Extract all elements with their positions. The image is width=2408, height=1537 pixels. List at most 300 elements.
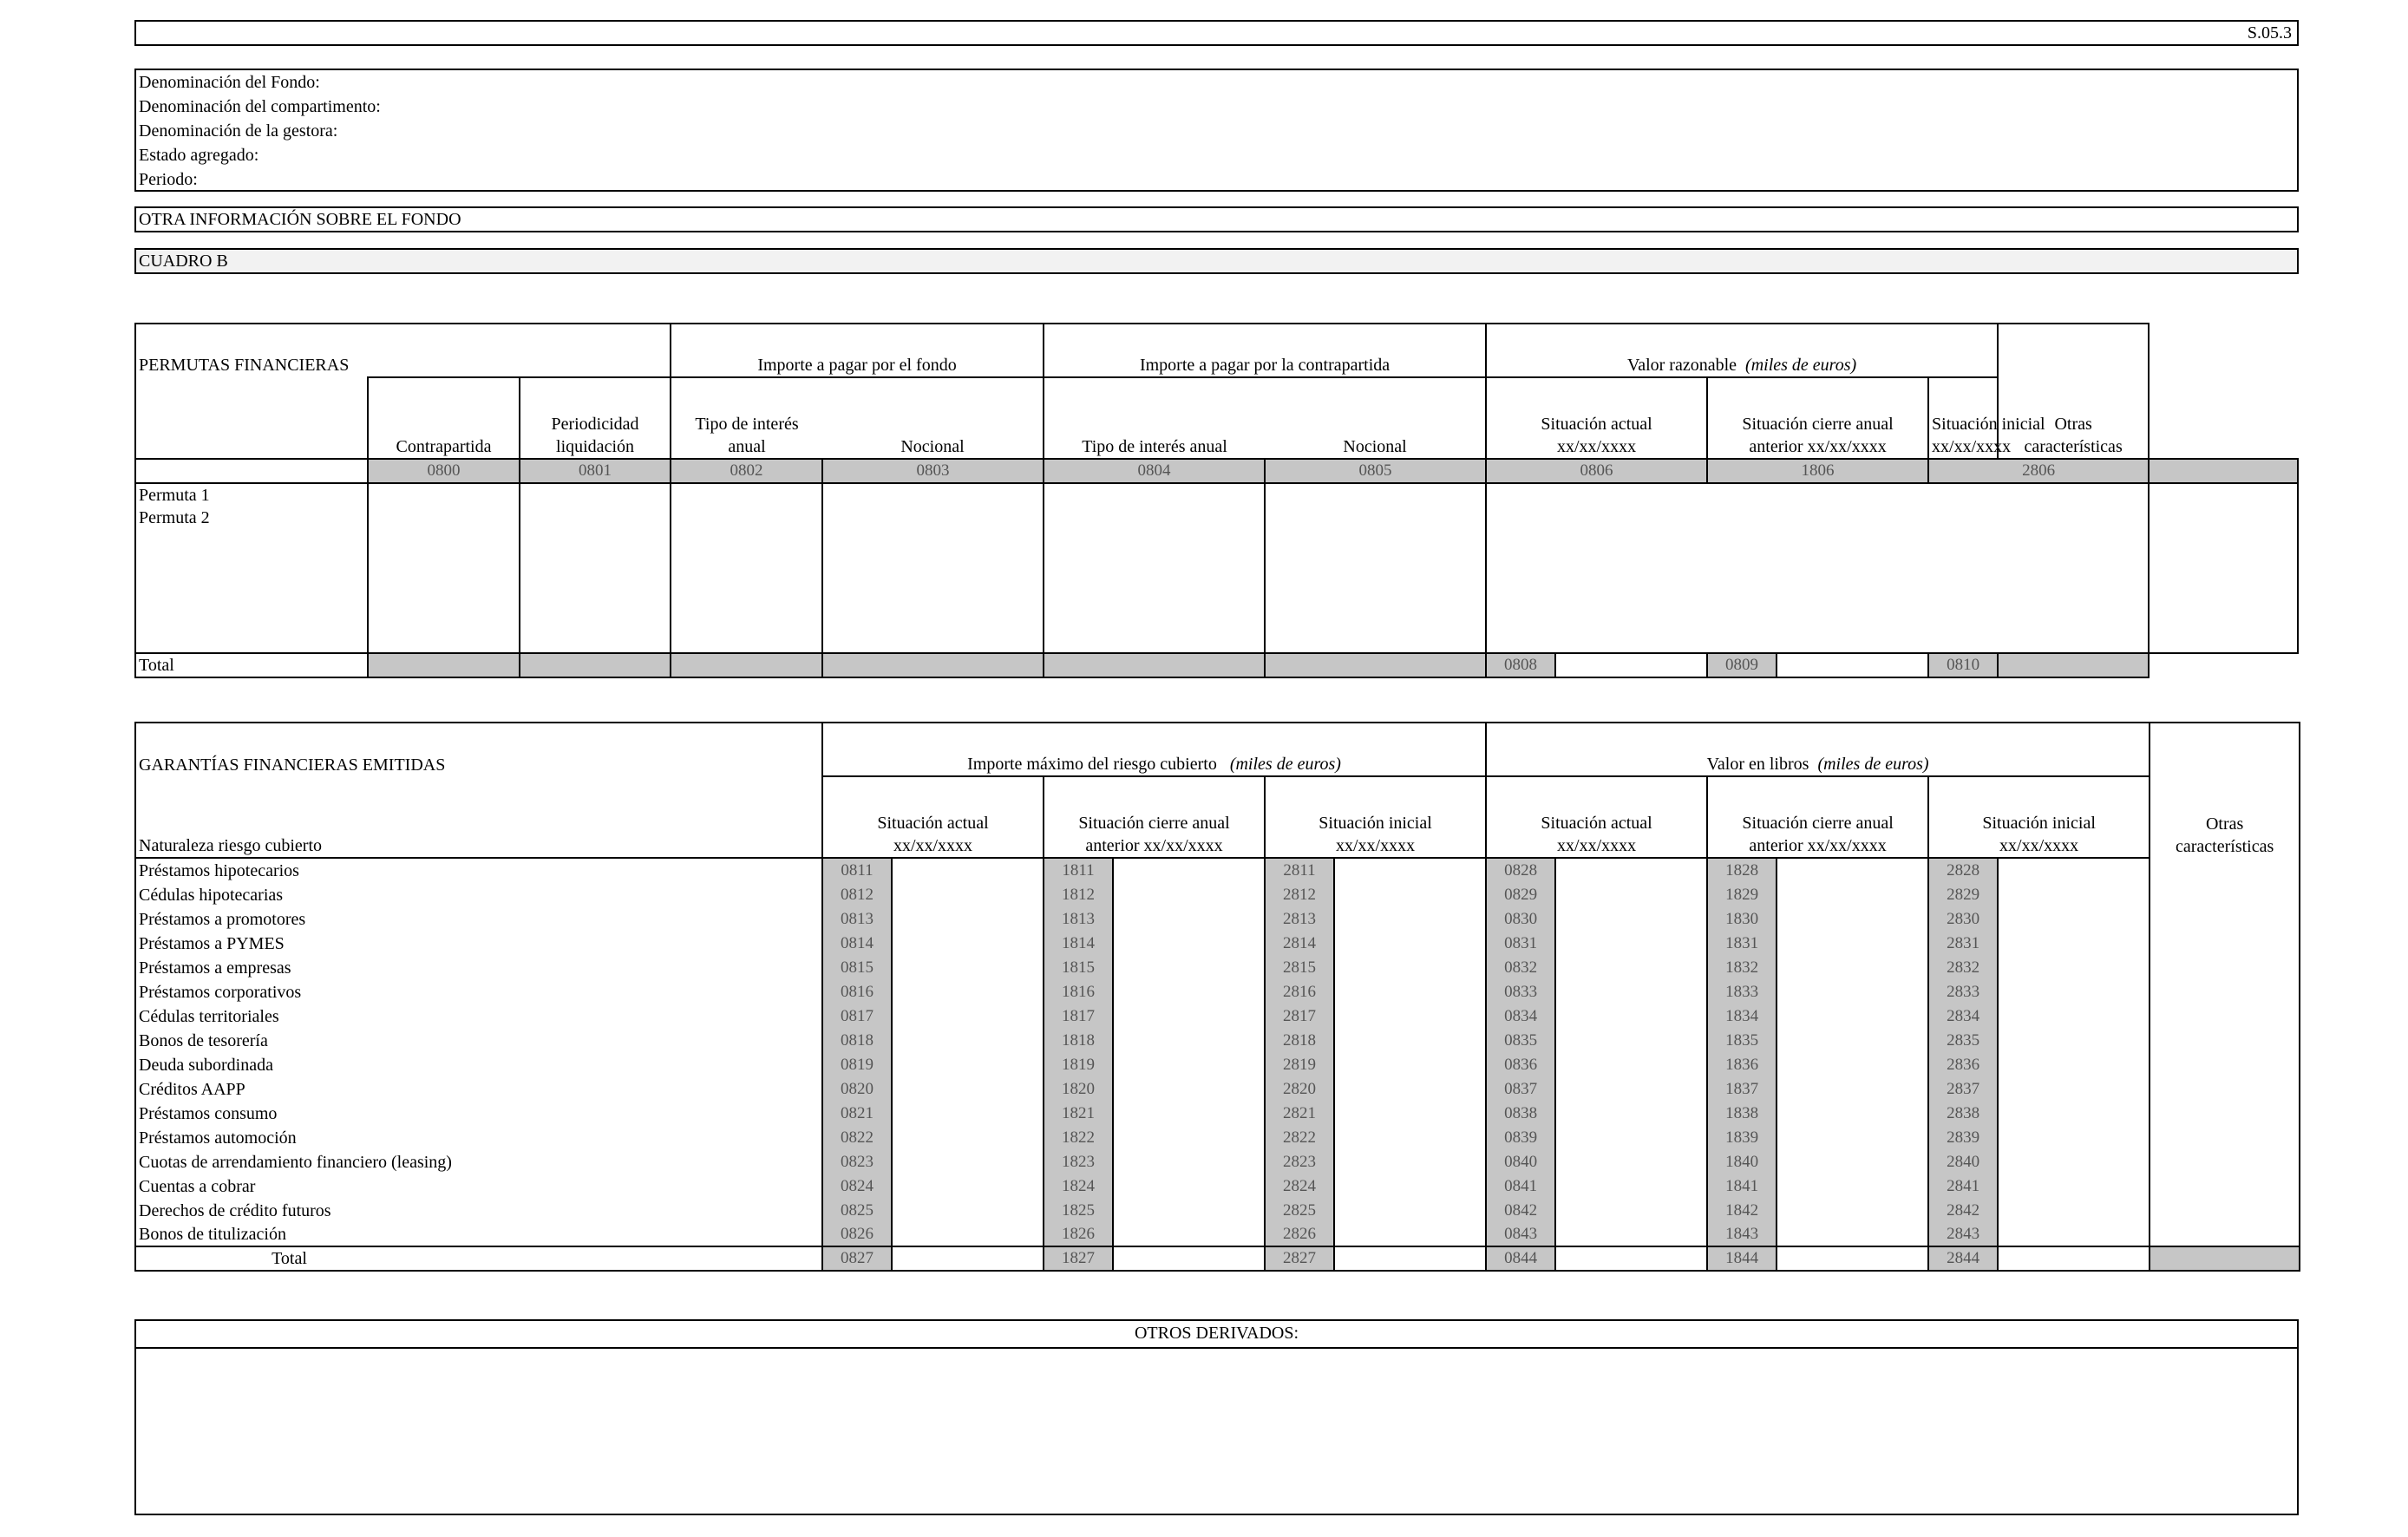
code-cell: 2815 bbox=[1265, 955, 1334, 979]
code-cell: 0829 bbox=[1486, 882, 1555, 906]
code-cell: 2844 bbox=[1928, 1246, 1998, 1271]
otras-cell[interactable] bbox=[2150, 1174, 2300, 1198]
input-cell[interactable] bbox=[1334, 1198, 1486, 1222]
input-cell[interactable] bbox=[1334, 906, 1486, 931]
input-cell[interactable] bbox=[1998, 1052, 2150, 1076]
table-row bbox=[135, 955, 2300, 979]
col-sit-actual: Situación actual xx/xx/xxxx bbox=[1486, 776, 1707, 858]
code-cell: 2817 bbox=[1265, 1004, 1334, 1028]
input-cell[interactable] bbox=[892, 1052, 1044, 1076]
code-cell: 0809 bbox=[1707, 653, 1777, 677]
input-cell[interactable] bbox=[892, 858, 1044, 882]
input-cell[interactable] bbox=[1113, 906, 1265, 931]
input-cell[interactable] bbox=[892, 1125, 1044, 1149]
otras-cell[interactable] bbox=[2150, 1149, 2300, 1174]
code-cell: 1821 bbox=[1044, 1101, 1113, 1125]
code-cell: 1835 bbox=[1707, 1028, 1777, 1052]
code-cell: 1823 bbox=[1044, 1149, 1113, 1174]
otras-cell[interactable] bbox=[2150, 1125, 2300, 1149]
row-label: Bonos de tesorería bbox=[135, 1028, 822, 1052]
code-cell: 0811 bbox=[822, 858, 892, 882]
row-label: Préstamos a PYMES bbox=[135, 931, 822, 955]
code-cell: 0831 bbox=[1486, 931, 1555, 955]
total-input-cell[interactable] bbox=[1777, 1246, 1928, 1271]
code-cell: 0818 bbox=[822, 1028, 892, 1052]
input-cell[interactable] bbox=[1113, 882, 1265, 906]
row-label: Préstamos corporativos bbox=[135, 979, 822, 1004]
code-cell: 2806 bbox=[1928, 459, 2149, 483]
row-label: Derechos de crédito futuros bbox=[135, 1198, 822, 1222]
row-label: Bonos de titulización bbox=[135, 1222, 822, 1246]
input-cell[interactable] bbox=[1998, 1028, 2150, 1052]
code-cell: 1806 bbox=[1707, 459, 1928, 483]
col-sit-actual: Situación actual xx/xx/xxxx bbox=[822, 776, 1044, 858]
table-row bbox=[135, 1125, 2300, 1149]
code-cell: 1820 bbox=[1044, 1076, 1113, 1101]
col-tipo-interes-contra: Tipo de interés anual bbox=[1044, 377, 1265, 459]
code-cell: 0838 bbox=[1486, 1101, 1555, 1125]
input-cell[interactable] bbox=[1777, 882, 1928, 906]
input-cell[interactable] bbox=[1113, 931, 1265, 955]
code-cell: 1832 bbox=[1707, 955, 1777, 979]
importe-maximo-header: Importe máximo del riesgo cubierto (miles de euros) bbox=[822, 723, 1486, 776]
code-cell: 0805 bbox=[1265, 459, 1486, 483]
code-cell: 1815 bbox=[1044, 955, 1113, 979]
col-sit-cierre: Situación cierre anual anterior xx/xx/xxxx bbox=[1044, 776, 1265, 858]
code-cell: 2818 bbox=[1265, 1028, 1334, 1052]
code-cell: 0824 bbox=[822, 1174, 892, 1198]
valor-razonable-header: Valor razonable (miles de euros) bbox=[1486, 324, 1998, 377]
input-cell[interactable] bbox=[1555, 1004, 1707, 1028]
fund-name-label: Denominación del Fondo: bbox=[139, 73, 320, 92]
code-cell: 0822 bbox=[822, 1125, 892, 1149]
table-row bbox=[135, 1028, 2300, 1052]
total-input-cell[interactable] bbox=[1113, 1246, 1265, 1271]
code-cell: 2834 bbox=[1928, 1004, 1998, 1028]
row-label: Cuentas a cobrar bbox=[135, 1174, 822, 1198]
code-cell: 2827 bbox=[1265, 1246, 1334, 1271]
code-cell: 0800 bbox=[368, 459, 520, 483]
input-cell[interactable] bbox=[1555, 931, 1707, 955]
input-cell[interactable] bbox=[1334, 1149, 1486, 1174]
code-cell: 1841 bbox=[1707, 1174, 1777, 1198]
code-cell: 2820 bbox=[1265, 1076, 1334, 1101]
input-cell[interactable] bbox=[520, 483, 671, 653]
input-cell[interactable] bbox=[1113, 1052, 1265, 1076]
table-row bbox=[135, 882, 2300, 906]
code-cell: 2828 bbox=[1928, 858, 1998, 882]
garantias-title: GARANTÍAS FINANCIERAS EMITIDAS bbox=[135, 723, 822, 776]
input-cell[interactable] bbox=[892, 1076, 1044, 1101]
input-cell[interactable] bbox=[892, 1198, 1044, 1222]
input-cell[interactable] bbox=[1334, 1222, 1486, 1246]
code-cell: 1830 bbox=[1707, 906, 1777, 931]
permuta-row-label: Permuta 1 bbox=[139, 486, 210, 505]
garantias-total-row bbox=[135, 1246, 2300, 1271]
input-cell[interactable] bbox=[1998, 1149, 2150, 1174]
code-cell: 1816 bbox=[1044, 979, 1113, 1004]
code-cell: 2811 bbox=[1265, 858, 1334, 882]
input-cell[interactable] bbox=[892, 955, 1044, 979]
pagar-fondo-header: Importe a pagar por el fondo bbox=[671, 324, 1044, 377]
col-sit-inicial: Situación inicial xx/xx/xxxx bbox=[1928, 377, 1998, 459]
code-cell: 0812 bbox=[822, 882, 892, 906]
input-cell[interactable] bbox=[1113, 955, 1265, 979]
input-cell[interactable] bbox=[1998, 1222, 2150, 1246]
input-cell[interactable] bbox=[1777, 1222, 1928, 1246]
input-cell[interactable] bbox=[1334, 1125, 1486, 1149]
input-cell[interactable] bbox=[1113, 1004, 1265, 1028]
code-cell: 0817 bbox=[822, 1004, 892, 1028]
code-cell: 0803 bbox=[822, 459, 1044, 483]
input-cell[interactable] bbox=[1113, 1125, 1265, 1149]
code-cell: 0802 bbox=[671, 459, 822, 483]
input-cell[interactable] bbox=[1486, 483, 2149, 653]
section-title: OTRA INFORMACIÓN SOBRE EL FONDO bbox=[134, 206, 2299, 232]
input-cell[interactable] bbox=[892, 1028, 1044, 1052]
input-cell[interactable] bbox=[1777, 1052, 1928, 1076]
input-cell[interactable] bbox=[1334, 931, 1486, 955]
code-cell: 0804 bbox=[1044, 459, 1265, 483]
code-cell: 2830 bbox=[1928, 906, 1998, 931]
otras-cell[interactable] bbox=[2150, 1076, 2300, 1101]
permutas-rows bbox=[135, 483, 368, 653]
input-cell[interactable] bbox=[1334, 1076, 1486, 1101]
code-cell: 2837 bbox=[1928, 1076, 1998, 1101]
total-input-cell[interactable] bbox=[1555, 653, 1707, 677]
input-cell[interactable] bbox=[1777, 858, 1928, 882]
input-cell[interactable] bbox=[1334, 1174, 1486, 1198]
code-cell: 2839 bbox=[1928, 1125, 1998, 1149]
input-cell[interactable] bbox=[1113, 1222, 1265, 1246]
input-cell[interactable] bbox=[1555, 1222, 1707, 1246]
row-label: Préstamos a promotores bbox=[135, 906, 822, 931]
input-cell[interactable] bbox=[1777, 1004, 1928, 1028]
code-cell: 0814 bbox=[822, 931, 892, 955]
input-cell[interactable] bbox=[1113, 979, 1265, 1004]
code-cell: 1827 bbox=[1044, 1246, 1113, 1271]
code-cell: 0815 bbox=[822, 955, 892, 979]
table-row bbox=[135, 1052, 2300, 1076]
input-cell[interactable] bbox=[892, 1222, 1044, 1246]
table-row bbox=[135, 1198, 2300, 1222]
code-cell: 2841 bbox=[1928, 1174, 1998, 1198]
input-cell[interactable] bbox=[1998, 906, 2150, 931]
input-cell[interactable] bbox=[1334, 1028, 1486, 1052]
code-cell: 2843 bbox=[1928, 1222, 1998, 1246]
input-cell[interactable] bbox=[1113, 1101, 1265, 1125]
input-cell[interactable] bbox=[1998, 1198, 2150, 1222]
input-cell[interactable] bbox=[1998, 955, 2150, 979]
form-code-box bbox=[134, 20, 2299, 46]
input-cell[interactable] bbox=[2149, 483, 2298, 653]
input-cell[interactable] bbox=[1777, 1149, 1928, 1174]
otras-cell[interactable] bbox=[2150, 1004, 2300, 1028]
table-row bbox=[135, 1101, 2300, 1125]
code-cell: 0828 bbox=[1486, 858, 1555, 882]
input-cell[interactable] bbox=[892, 979, 1044, 1004]
input-cell[interactable] bbox=[1777, 931, 1928, 955]
code-cell: 0821 bbox=[822, 1101, 892, 1125]
code-cell: 0836 bbox=[1486, 1052, 1555, 1076]
code-cell: 1839 bbox=[1707, 1125, 1777, 1149]
input-cell[interactable] bbox=[1334, 858, 1486, 882]
permutas-total-label: Total bbox=[135, 653, 368, 677]
otras-cell[interactable] bbox=[2150, 1052, 2300, 1076]
otras-cell[interactable] bbox=[2150, 882, 2300, 906]
code-cell: 0801 bbox=[520, 459, 671, 483]
units-label: (miles de euros) bbox=[1229, 755, 1341, 774]
units-label: (miles de euros) bbox=[1817, 755, 1929, 774]
otras-cell[interactable] bbox=[2150, 931, 2300, 955]
input-cell[interactable] bbox=[1555, 1198, 1707, 1222]
input-cell[interactable] bbox=[1334, 979, 1486, 1004]
code-cell: 2836 bbox=[1928, 1052, 1998, 1076]
code-cell: 0820 bbox=[822, 1076, 892, 1101]
otros-derivados-input[interactable] bbox=[136, 1349, 2297, 1514]
input-cell[interactable] bbox=[822, 483, 1044, 653]
input-cell[interactable] bbox=[1555, 1174, 1707, 1198]
table-row bbox=[135, 1149, 2300, 1174]
col-sit-actual: Situación actual xx/xx/xxxx bbox=[1486, 377, 1707, 459]
input-cell[interactable] bbox=[1777, 1198, 1928, 1222]
code-cell: 1825 bbox=[1044, 1198, 1113, 1222]
input-cell[interactable] bbox=[1555, 1052, 1707, 1076]
col-tipo-interes: Tipo de interés anual bbox=[671, 377, 822, 459]
input-cell[interactable] bbox=[1113, 1174, 1265, 1198]
row-label: Deuda subordinada bbox=[135, 1052, 822, 1076]
code-cell: 1836 bbox=[1707, 1052, 1777, 1076]
row-label: Cédulas territoriales bbox=[135, 1004, 822, 1028]
input-cell[interactable] bbox=[1555, 955, 1707, 979]
compartment-name-label: Denominación del compartimento: bbox=[139, 97, 381, 116]
input-cell[interactable] bbox=[671, 483, 822, 653]
code-cell: 2832 bbox=[1928, 955, 1998, 979]
input-cell[interactable] bbox=[1998, 979, 2150, 1004]
input-cell[interactable] bbox=[1555, 1101, 1707, 1125]
input-cell[interactable] bbox=[1998, 1076, 2150, 1101]
col-sit-inicial: Situación inicial xx/xx/xxxx bbox=[1928, 776, 2150, 858]
input-cell[interactable] bbox=[1334, 1004, 1486, 1028]
otras-cell[interactable] bbox=[2150, 906, 2300, 931]
input-cell[interactable] bbox=[1998, 931, 2150, 955]
otras-cell[interactable] bbox=[2150, 955, 2300, 979]
code-cell: 1826 bbox=[1044, 1222, 1113, 1246]
row-label: Préstamos a empresas bbox=[135, 955, 822, 979]
row-label: Préstamos automoción bbox=[135, 1125, 822, 1149]
input-cell[interactable] bbox=[1555, 1076, 1707, 1101]
table-row bbox=[135, 1174, 2300, 1198]
code-cell: 1840 bbox=[1707, 1149, 1777, 1174]
code-cell: 0834 bbox=[1486, 1004, 1555, 1028]
code-cell: 1813 bbox=[1044, 906, 1113, 931]
input-cell[interactable] bbox=[1777, 906, 1928, 931]
otros-derivados-title: OTROS DERIVADOS: bbox=[136, 1321, 2297, 1349]
input-cell[interactable] bbox=[1998, 1101, 2150, 1125]
code-cell: 0833 bbox=[1486, 979, 1555, 1004]
code-cell: 1811 bbox=[1044, 858, 1113, 882]
code-cell: 2822 bbox=[1265, 1125, 1334, 1149]
code-cell: 1843 bbox=[1707, 1222, 1777, 1246]
code-cell: 0819 bbox=[822, 1052, 892, 1076]
code-cell: 2825 bbox=[1265, 1198, 1334, 1222]
code-cell: 2814 bbox=[1265, 931, 1334, 955]
input-cell[interactable] bbox=[1555, 1149, 1707, 1174]
otras-header: Otras características bbox=[1998, 324, 2149, 459]
input-cell[interactable] bbox=[1555, 858, 1707, 882]
input-cell[interactable] bbox=[1555, 1028, 1707, 1052]
code-cell: 1819 bbox=[1044, 1052, 1113, 1076]
code-cell: 2821 bbox=[1265, 1101, 1334, 1125]
otras-header: Otras características bbox=[2150, 723, 2300, 858]
total-input-cell[interactable] bbox=[892, 1246, 1044, 1271]
code-cell: 1817 bbox=[1044, 1004, 1113, 1028]
input-cell[interactable] bbox=[1998, 858, 2150, 882]
total-input-cell[interactable] bbox=[1555, 1246, 1707, 1271]
input-cell[interactable] bbox=[1998, 1125, 2150, 1149]
input-cell[interactable] bbox=[368, 483, 520, 653]
col-nocional-contra: Nocional bbox=[1265, 377, 1486, 459]
permutas-table bbox=[134, 323, 2299, 678]
input-cell[interactable] bbox=[1334, 1052, 1486, 1076]
code-cell: 2833 bbox=[1928, 979, 1998, 1004]
table-row bbox=[135, 979, 2300, 1004]
input-cell[interactable] bbox=[1777, 1174, 1928, 1198]
code-cell: 1822 bbox=[1044, 1125, 1113, 1149]
valor-libros-header: Valor en libros (miles de euros) bbox=[1486, 723, 2150, 776]
row-label: Créditos AAPP bbox=[135, 1076, 822, 1101]
aggregate-state-label: Estado agregado: bbox=[139, 146, 259, 165]
code-cell: 0837 bbox=[1486, 1076, 1555, 1101]
input-cell[interactable] bbox=[892, 1174, 1044, 1198]
code-cell: 0827 bbox=[822, 1246, 892, 1271]
input-cell[interactable] bbox=[1555, 979, 1707, 1004]
table-row bbox=[135, 1222, 2300, 1246]
input-cell[interactable] bbox=[892, 882, 1044, 906]
units-label: (miles de euros) bbox=[1745, 356, 1857, 375]
garantias-rows bbox=[135, 858, 2300, 1246]
row-label: Cédulas hipotecarias bbox=[135, 882, 822, 906]
col-sit-cierre: Situación cierre anual anterior xx/xx/xxxx bbox=[1707, 377, 1928, 459]
input-cell[interactable] bbox=[1334, 882, 1486, 906]
code-cell: 0813 bbox=[822, 906, 892, 931]
input-cell[interactable] bbox=[892, 1101, 1044, 1125]
table-row bbox=[135, 1004, 2300, 1028]
code-cell: 0840 bbox=[1486, 1149, 1555, 1174]
col-periodicidad: Periodicidad liquidación bbox=[520, 377, 671, 459]
code-cell: 0835 bbox=[1486, 1028, 1555, 1052]
code-cell: 1818 bbox=[1044, 1028, 1113, 1052]
input-cell[interactable] bbox=[1998, 1004, 2150, 1028]
code-cell: 2831 bbox=[1928, 931, 1998, 955]
input-cell[interactable] bbox=[1777, 979, 1928, 1004]
input-cell[interactable] bbox=[1113, 1028, 1265, 1052]
code-cell: 0825 bbox=[822, 1198, 892, 1222]
table-title: CUADRO B bbox=[134, 248, 2299, 274]
otras-cell[interactable] bbox=[2150, 858, 2300, 882]
input-cell[interactable] bbox=[1555, 882, 1707, 906]
input-cell[interactable] bbox=[892, 1004, 1044, 1028]
total-input-cell[interactable] bbox=[1777, 653, 1928, 677]
input-cell[interactable] bbox=[1334, 955, 1486, 979]
input-cell[interactable] bbox=[1555, 906, 1707, 931]
otras-cell[interactable] bbox=[2150, 979, 2300, 1004]
table-row bbox=[135, 858, 2300, 882]
period-label: Periodo: bbox=[139, 170, 198, 189]
input-cell[interactable] bbox=[892, 906, 1044, 931]
garantias-total-label: Total bbox=[135, 1246, 822, 1271]
pagar-contra-header: Importe a pagar por la contrapartida bbox=[1044, 324, 1486, 377]
col-nocional-fondo: Nocional bbox=[822, 377, 1044, 459]
input-cell[interactable] bbox=[1777, 1101, 1928, 1125]
code-cell: 2823 bbox=[1265, 1149, 1334, 1174]
code-cell: 0826 bbox=[822, 1222, 892, 1246]
row-label: Préstamos consumo bbox=[135, 1101, 822, 1125]
otras-cell[interactable] bbox=[2150, 1222, 2300, 1246]
code-cell: 2835 bbox=[1928, 1028, 1998, 1052]
code-cell: 2812 bbox=[1265, 882, 1334, 906]
input-cell[interactable] bbox=[1113, 1198, 1265, 1222]
code-cell: 1842 bbox=[1707, 1198, 1777, 1222]
code-cell: 0844 bbox=[1486, 1246, 1555, 1271]
otras-cell[interactable] bbox=[2150, 1028, 2300, 1052]
input-cell[interactable] bbox=[1113, 858, 1265, 882]
code-cell: 0806 bbox=[1486, 459, 1707, 483]
code-cell: 1829 bbox=[1707, 882, 1777, 906]
permuta-row-label: Permuta 2 bbox=[139, 508, 210, 527]
table-row bbox=[135, 906, 2300, 931]
input-cell[interactable] bbox=[1998, 882, 2150, 906]
manager-name-label: Denominación de la gestora: bbox=[139, 121, 338, 141]
code-cell: 2840 bbox=[1928, 1149, 1998, 1174]
code-cell: 0832 bbox=[1486, 955, 1555, 979]
input-cell[interactable] bbox=[1998, 1174, 2150, 1198]
code-cell: 2838 bbox=[1928, 1101, 1998, 1125]
otras-cell[interactable] bbox=[2150, 1101, 2300, 1125]
code-cell: 1828 bbox=[1707, 858, 1777, 882]
col-sit-inicial: Situación inicial xx/xx/xxxx bbox=[1265, 776, 1486, 858]
code-cell: 2813 bbox=[1265, 906, 1334, 931]
input-cell[interactable] bbox=[1044, 483, 1265, 653]
col-sit-cierre: Situación cierre anual anterior xx/xx/xxxx bbox=[1707, 776, 1928, 858]
total-input-cell[interactable] bbox=[1998, 1246, 2150, 1271]
otras-cell[interactable] bbox=[2150, 1198, 2300, 1222]
code-cell: 2842 bbox=[1928, 1198, 1998, 1222]
input-cell[interactable] bbox=[1777, 1028, 1928, 1052]
code-cell: 2816 bbox=[1265, 979, 1334, 1004]
input-cell[interactable] bbox=[892, 931, 1044, 955]
input-cell[interactable] bbox=[1113, 1149, 1265, 1174]
input-cell[interactable] bbox=[1777, 955, 1928, 979]
code-cell: 0830 bbox=[1486, 906, 1555, 931]
code-cell: 2829 bbox=[1928, 882, 1998, 906]
input-cell[interactable] bbox=[1113, 1076, 1265, 1101]
total-input-cell[interactable] bbox=[1334, 1246, 1486, 1271]
col-contrapartida: Contrapartida bbox=[368, 377, 520, 459]
input-cell[interactable] bbox=[1334, 1101, 1486, 1125]
input-cell[interactable] bbox=[892, 1149, 1044, 1174]
code-cell: 0823 bbox=[822, 1149, 892, 1174]
identification-block bbox=[134, 69, 2299, 192]
code-cell: 1831 bbox=[1707, 931, 1777, 955]
input-cell[interactable] bbox=[1777, 1125, 1928, 1149]
table-row bbox=[135, 1076, 2300, 1101]
input-cell[interactable] bbox=[1555, 1125, 1707, 1149]
permutas-title: PERMUTAS FINANCIERAS bbox=[135, 324, 671, 377]
input-cell[interactable] bbox=[1265, 483, 1486, 653]
code-cell: 2819 bbox=[1265, 1052, 1334, 1076]
input-cell[interactable] bbox=[1777, 1076, 1928, 1101]
